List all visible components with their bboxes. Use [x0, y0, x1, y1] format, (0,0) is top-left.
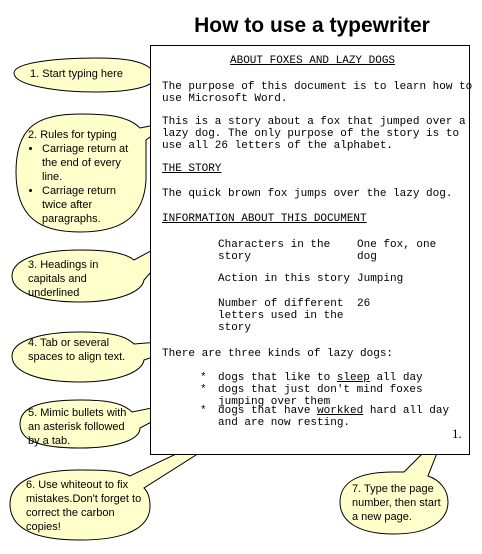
doc-info-heading: INFORMATION ABOUT THIS DOCUMENT [162, 213, 367, 225]
doc-story-text: The quick brown fox jumps over the lazy dog. [162, 188, 453, 200]
page-number: 1. [452, 426, 462, 441]
doc-para1-line1: The purpose of this document is to learn how to [162, 81, 473, 93]
bullet-2-line2: jumping over them [218, 396, 331, 408]
info-row1-label-line2: story [218, 251, 252, 263]
doc-story-heading: THE STORY [162, 163, 222, 175]
doc-para2-line3: use all 26 letters of the alphabet. [162, 140, 394, 152]
callout-2-item: • Carriage return twice after paragraphs. [42, 184, 138, 226]
bullet-asterisk-2: * [200, 384, 207, 396]
page-title: How to use a typewriter [194, 14, 430, 37]
callout-3-text: 3. Headings in capitals and underlined [28, 259, 99, 299]
info-row3-label-line1: Number of different [218, 298, 344, 310]
info-row3-label-line3: story [218, 322, 252, 334]
info-row2-label: Action in this story [218, 273, 351, 285]
callout-6-text: 6. Use whiteout to fix mistakes.Don't forget to correct the carbon copies! [26, 479, 142, 533]
doc-para2-line1: This is a story about a fox that jumped over a [162, 116, 466, 128]
doc-para1-line2: use Microsoft Word. [162, 93, 288, 105]
callout-1-text: 1. Start typing here [30, 68, 123, 80]
callout-5-text: 5. Mimic bullets with an asterisk followed by a tab. [28, 407, 127, 447]
info-row1-value-line2: dog [357, 251, 377, 263]
bullet-3-line2: and are now resting. [218, 417, 351, 429]
bullet-3-line1: dogs that have workked hard all day [218, 405, 450, 417]
callout-2-item: • Carriage return at the end of every line. [42, 142, 138, 184]
doc-para2-line2: lazy dog. The only purpose of the story is to [162, 128, 460, 140]
info-row2-value: Jumping [357, 273, 404, 285]
bullet-1: dogs that like to sleep all day [218, 372, 423, 384]
doc-kinds-intro: There are three kinds of lazy dogs: [162, 348, 394, 360]
bullet-2-line1: dogs that just don't mind foxes [218, 384, 423, 396]
callout-2-list [28, 142, 138, 226]
callout-7-text: 7. Type the page number, then start a new page. [352, 483, 441, 523]
info-row1-label-line1: Characters in the [218, 239, 331, 251]
info-row3-value: 26 [357, 298, 371, 310]
callout-4-text: 4. Tab or several spaces to align text. [28, 337, 126, 363]
info-row3-label-line2: letters used in the [218, 310, 344, 322]
callout-2 [28, 128, 138, 226]
bullet-asterisk-1: * [200, 372, 207, 384]
doc-heading: ABOUT FOXES AND LAZY DOGS [230, 55, 396, 67]
callout-2-title: 2. Rules for typing [28, 129, 117, 141]
info-row1-value-line1: One fox, one [357, 239, 437, 251]
bullet-asterisk-3: * [200, 405, 207, 417]
